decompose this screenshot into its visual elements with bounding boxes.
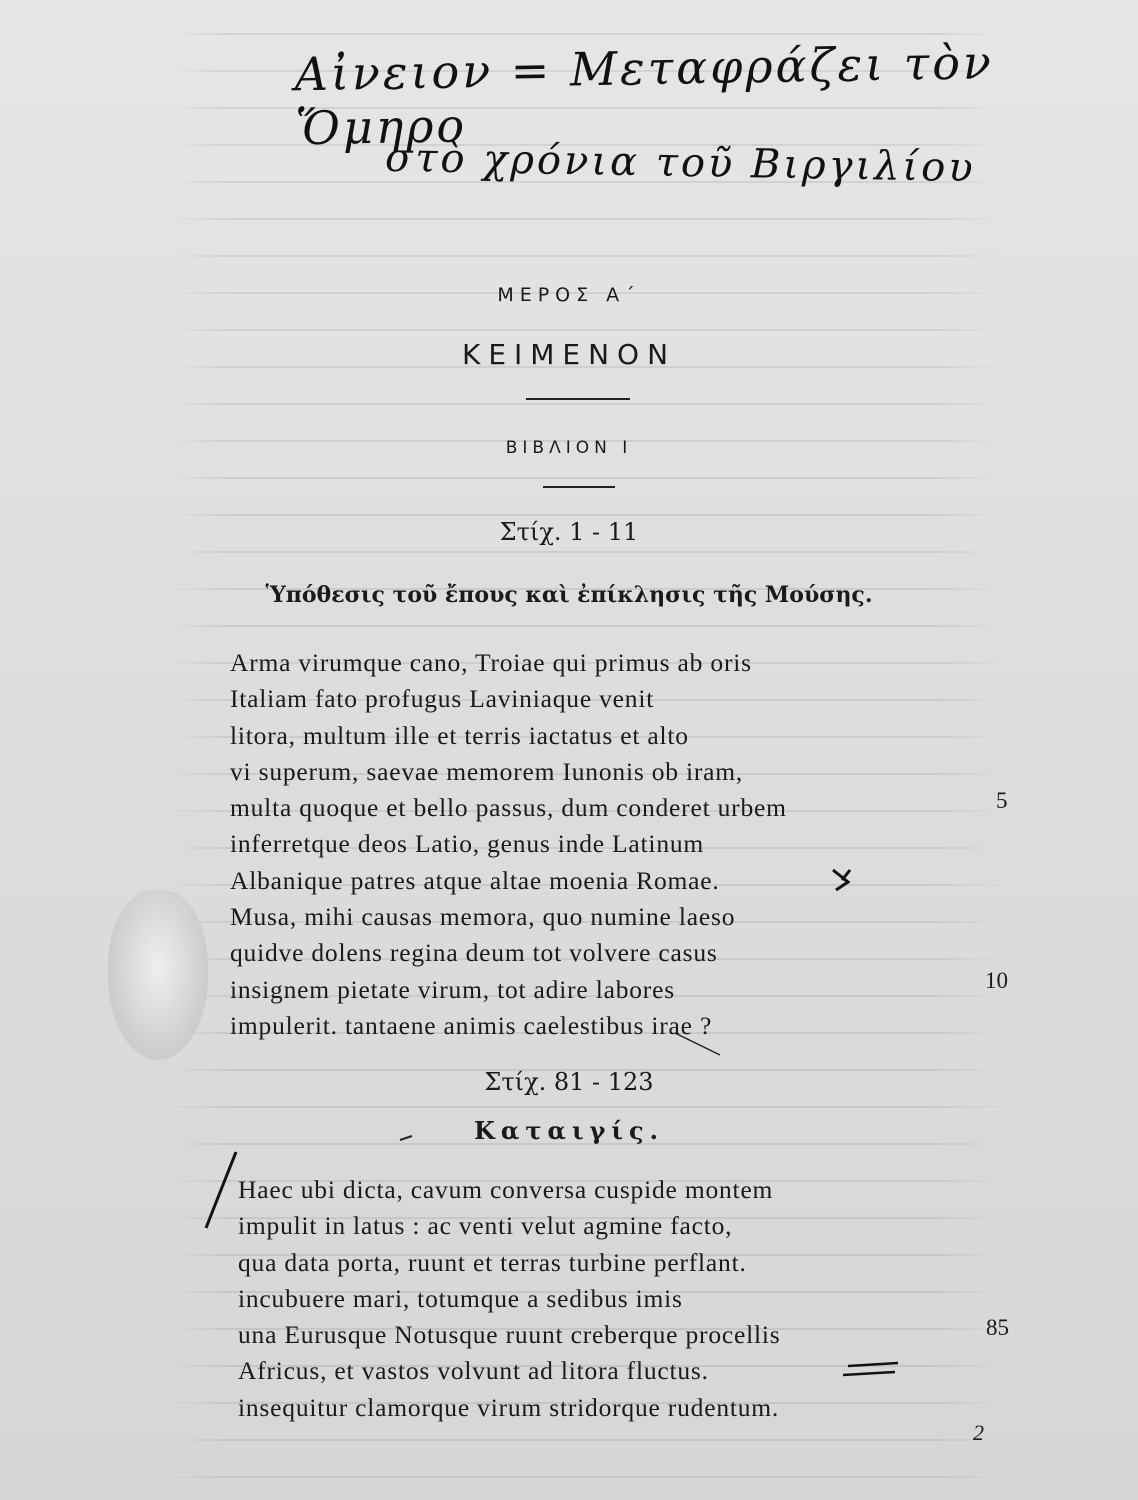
handwritten-note-line-1: Αἰνειον = Μεταφράζει τὸν Ὅμηρο — [294, 35, 995, 156]
pen-tick-mark — [833, 870, 850, 890]
verse-line: incubuere mari, totumque a sedibus imis — [238, 1283, 683, 1313]
section-subtitle: Καταιγίς. — [474, 1116, 664, 1145]
verse-line: litora, multum ille et terris iactatus et alto — [230, 720, 689, 750]
verse-line: quidve dolens regina deum tot volvere casus — [230, 938, 718, 968]
divider — [543, 486, 615, 488]
handwritten-note-line-2: στὸ χρόνια τοῦ Βιργιλίου — [384, 134, 977, 192]
divider — [526, 398, 630, 400]
verse-line: Italiam fato profugus Laviniaque venit — [230, 684, 655, 714]
verse-line: Musa, mihi causas memora, quo numine laeso — [230, 902, 736, 932]
verse-line: una Eurusque Notusque ruunt creberque procellis — [238, 1320, 781, 1350]
verse-line: impulerit. tantaene animis caelestibus irae ? — [230, 1010, 713, 1040]
verse-line: multa quoque et bello passus, dum conderet urbem — [230, 793, 787, 823]
verse-line: Haec ubi dicta, cavum conversa cuspide montem — [238, 1175, 774, 1204]
verses-range-label: Στίχ. 1 - 11 — [499, 518, 639, 546]
line-number: 5 — [996, 788, 1008, 813]
margin-slash-mark — [206, 1152, 236, 1228]
verse-line: impulit in latus : ac venti velut agmine facto, — [238, 1211, 733, 1241]
verse-line: insequitur clamorque virum stridorque rudentum. — [238, 1392, 780, 1422]
book-heading: ΒΙΒΛΙΟΝ Ι — [505, 438, 633, 458]
double-underline-mark — [843, 1363, 898, 1375]
section-subtitle: Ὑπόθεσις τοῦ ἔπους καὶ ἐπίκλησις τῆς Μούσης. — [265, 582, 873, 608]
part-heading: ΜΕΡΟΣ Α΄ — [497, 284, 641, 306]
verse-line: Africus, et vastos volvunt ad litora fluctus. — [238, 1356, 709, 1386]
verse-line: Albanique patres atque altae moenia Romae. — [230, 865, 720, 895]
paper-stain — [108, 890, 208, 1060]
page-number: 2 — [973, 1420, 984, 1445]
verse-line: insignem pietate virum, tot adire labores — [230, 974, 675, 1004]
verse-line: qua data porta, ruunt et terras turbine perflant. — [238, 1247, 747, 1277]
verse-line: vi superum, saevae memorem Iunonis ob iram, — [230, 756, 744, 786]
verse-line: Arma virumque cano, Troiae qui primus ab oris — [230, 648, 752, 677]
line-number: 10 — [985, 968, 1008, 993]
line-number: 85 — [986, 1315, 1009, 1340]
page-title: ΚΕΙΜΕΝΟΝ — [461, 338, 677, 371]
verse-block — [230, 645, 787, 1044]
verse-block — [238, 1172, 780, 1426]
verse-line: inferretque deos Latio, genus inde Latinum — [230, 829, 705, 859]
verses-range-label: Στίχ. 81 - 123 — [484, 1068, 654, 1096]
